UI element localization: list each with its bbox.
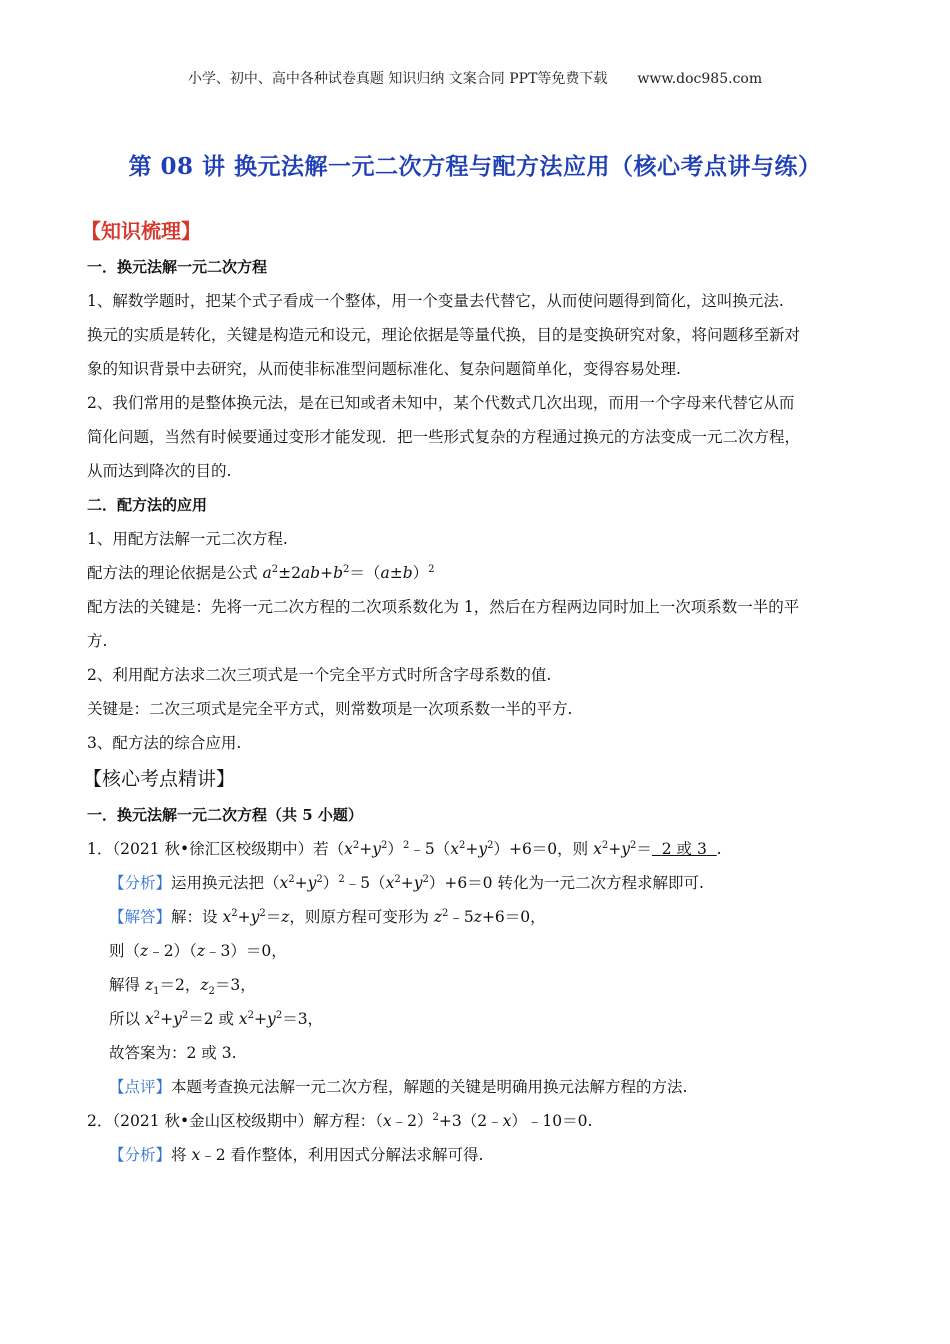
question-1: 1．（2021 秋•徐汇区校级期中）若$(x^2+y^2)^2﹣5(x^2+y^2)+6=0$，则 $x^2+y^2= 2$ 或 3 . <box>87 839 722 858</box>
document-title: 第 08 讲 换元法解一元二次方程与配方法应用（核心考点讲与练） <box>128 153 822 180</box>
paragraph-line: 从而达到降次的目的. <box>87 462 232 480</box>
paragraph-line: 2、我们常用的是整体换元法，是在已知或者未知中，某个代数式几次出现，而用一个字母来代替它从而 <box>87 394 795 412</box>
paragraph-line: 2、利用配方法求二次三项式是一个完全平方式时所含字母系数的值. <box>87 666 552 684</box>
paragraph-line: 方. <box>87 632 108 650</box>
q1-result: 故答案为：2 或 3. <box>109 1044 237 1062</box>
solution-tag: 【解答】 <box>109 908 172 926</box>
formula-prefix: 配方法的理论依据是公式 <box>87 564 258 582</box>
paragraph-line: 简化问题，当然有时候要通过变形才能发现．把一些形式复杂的方程通过换元的方法变成一元二次方程， <box>87 428 801 446</box>
q1-step: 所以 $x^2+y^2=2$ 或 $x^2+y^2=3$， <box>109 1009 324 1028</box>
paragraph-line: 3、配方法的综合应用. <box>87 734 242 752</box>
analysis-tag: 【分析】 <box>109 1146 172 1164</box>
formula-line: 配方法的理论依据是公式 $a^2\pm 2ab+b^2=(a\pm b)^2$ <box>87 563 435 582</box>
q2-analysis: 【分析】将 x﹣2 看作整体，利用因式分解法求解可得. <box>109 1146 484 1164</box>
paragraph-line: 1、用配方法解一元二次方程. <box>87 530 288 548</box>
header-tagline: 小学、初中、高中各种试卷真题 知识归纳 文案合同 PPT等免费下载 <box>187 71 608 87</box>
core-part1-title: 一．换元法解一元二次方程（共 5 小题） <box>87 806 363 824</box>
core-heading: 【核心考点精讲】 <box>83 768 236 790</box>
q1-analysis: 【分析】运用换元法把$(x^2+y^2)^2﹣5(x^2+y^2)+6=0$ 转化为一元二次方程求解即可. <box>109 873 704 892</box>
paragraph-line: 关键是：二次三项式是完全平方式，则常数项是一次项系数一半的平方. <box>87 700 573 718</box>
q1-source: 1．（2021 秋•徐汇区校级期中）若 <box>87 840 329 858</box>
paragraph-line: 1、解数学题时，把某个式子看成一个整体，用一个变量去代替它，从而使问题得到简化，这叫换元法. <box>87 292 784 310</box>
comment-tag: 【点评】 <box>109 1078 172 1096</box>
page-header <box>0 68 950 88</box>
q1-answer-blank: 2 或 3 <box>661 840 707 858</box>
q1-solution: 【解答】解：设 $x^2+y^2=z$，则原方程可变形为 $z^2﹣5z+6=0$， <box>109 907 546 926</box>
analysis-tag: 【分析】 <box>109 874 172 892</box>
knowledge-part1-title: 一．换元法解一元二次方程 <box>87 258 268 276</box>
knowledge-heading: 【知识梳理】 <box>81 219 201 243</box>
document-body <box>81 212 867 1172</box>
paragraph-line: 配方法的关键是：先将一元二次方程的二次项系数化为 1，然后在方程两边同时加上一次项系数一半的平 <box>87 598 800 616</box>
q1-step: 解得 $z_1=2$，$z_2=3$， <box>109 976 256 998</box>
paragraph-line: 象的知识背景中去研究，从而使非标准型问题标准化、复杂问题简单化，变得容易处理. <box>87 360 681 378</box>
header-site: www.doc985.com <box>637 71 763 87</box>
question-2: 2．（2021 秋•金山区校级期中）解方程：（x﹣2）$^2$+3（2﹣x）﹣10＝0. <box>87 1111 593 1130</box>
q1-step: 则（z﹣2）（z﹣3）＝0， <box>109 942 287 960</box>
paragraph-line: 换元的实质是转化，关键是构造元和设元，理论依据是等量代换，目的是变换研究对象，将问题移至新对 <box>87 326 801 344</box>
knowledge-part2-title: 二．配方法的应用 <box>87 496 208 514</box>
q2-source: 2．（2021 秋•金山区校级期中）解方程： <box>87 1112 376 1130</box>
q1-comment: 【点评】本题考查换元法解一元二次方程，解题的关键是明确用换元法解方程的方法. <box>109 1078 688 1096</box>
